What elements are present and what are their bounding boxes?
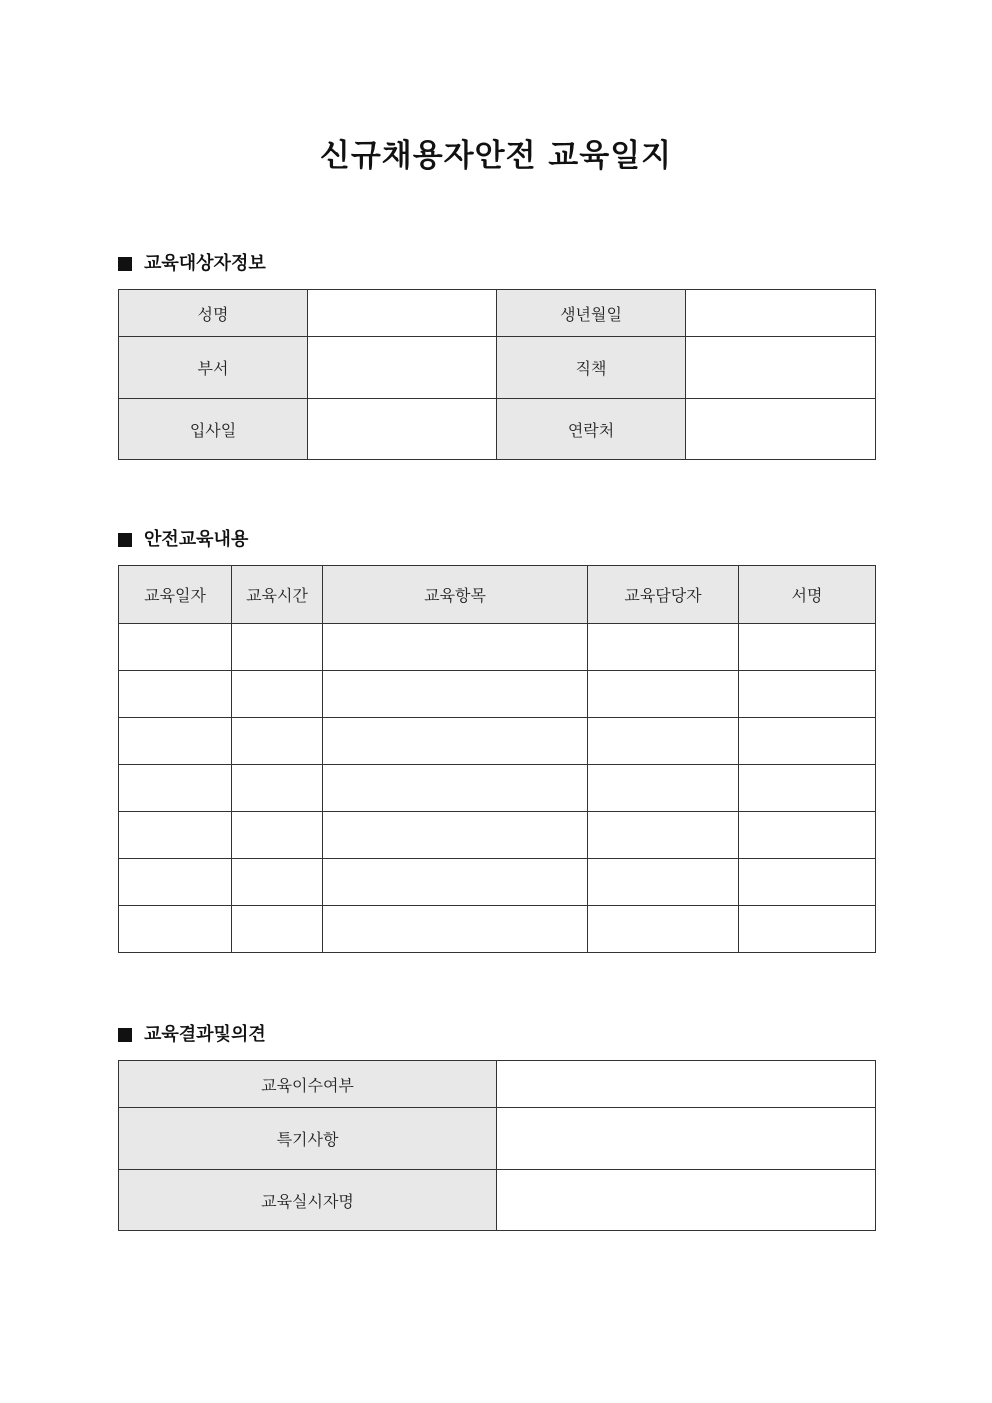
section-heading-info-label: 교육대상자정보	[144, 253, 266, 274]
result-row	[119, 1061, 876, 1108]
content-cell[interactable]	[739, 906, 876, 953]
content-cell[interactable]	[588, 671, 739, 718]
content-cell[interactable]	[739, 718, 876, 765]
content-cell[interactable]	[588, 906, 739, 953]
info-row	[119, 399, 876, 460]
section-heading-content-label: 안전교육내용	[144, 529, 249, 550]
content-cell[interactable]	[739, 812, 876, 859]
info-row	[119, 337, 876, 399]
content-cell[interactable]	[119, 718, 232, 765]
info-label-position: 직책	[497, 337, 686, 399]
content-cell[interactable]	[232, 671, 323, 718]
result-value-instructor-name[interactable]	[497, 1170, 876, 1231]
content-header-date: 교육일자	[119, 566, 232, 624]
result-label-instructor-name: 교육실시자명	[119, 1170, 497, 1231]
info-label-department: 부서	[119, 337, 308, 399]
content-row	[119, 624, 876, 671]
content-cell[interactable]	[323, 718, 588, 765]
content-cell[interactable]	[588, 812, 739, 859]
content-cell[interactable]	[232, 906, 323, 953]
info-value-department[interactable]	[308, 337, 497, 399]
info-table	[118, 289, 876, 460]
content-cell[interactable]	[323, 624, 588, 671]
content-cell[interactable]	[739, 859, 876, 906]
result-value-remarks[interactable]	[497, 1108, 876, 1170]
content-cell[interactable]	[119, 671, 232, 718]
content-cell[interactable]	[323, 906, 588, 953]
content-header-instructor: 교육담당자	[588, 566, 739, 624]
content-cell[interactable]	[232, 812, 323, 859]
content-cell[interactable]	[232, 718, 323, 765]
content-table	[118, 565, 876, 953]
content-header-row	[119, 566, 876, 624]
content-row	[119, 906, 876, 953]
content-cell[interactable]	[119, 906, 232, 953]
content-row	[119, 812, 876, 859]
info-value-name[interactable]	[308, 290, 497, 337]
content-cell[interactable]	[232, 859, 323, 906]
content-cell[interactable]	[588, 765, 739, 812]
content-cell[interactable]	[323, 812, 588, 859]
content-header-signature: 서명	[739, 566, 876, 624]
content-cell[interactable]	[323, 765, 588, 812]
result-value-completion[interactable]	[497, 1061, 876, 1108]
content-cell[interactable]	[588, 859, 739, 906]
content-header-item: 교육항목	[323, 566, 588, 624]
content-row	[119, 859, 876, 906]
content-cell[interactable]	[739, 765, 876, 812]
result-label-completion: 교육이수여부	[119, 1061, 497, 1108]
result-row	[119, 1108, 876, 1170]
info-value-join-date[interactable]	[308, 399, 497, 460]
result-row	[119, 1170, 876, 1231]
content-cell[interactable]	[323, 859, 588, 906]
content-cell[interactable]	[119, 859, 232, 906]
info-value-contact[interactable]	[686, 399, 876, 460]
content-cell[interactable]	[588, 718, 739, 765]
content-row	[119, 718, 876, 765]
black-square-icon	[118, 1028, 132, 1042]
info-label-birthdate: 생년월일	[497, 290, 686, 337]
section-heading-content	[118, 528, 248, 552]
info-label-contact: 연락처	[497, 399, 686, 460]
content-cell[interactable]	[119, 624, 232, 671]
info-row	[119, 290, 876, 337]
black-square-icon	[118, 257, 132, 271]
content-cell[interactable]	[588, 624, 739, 671]
black-square-icon	[118, 533, 132, 547]
info-value-birthdate[interactable]	[686, 290, 876, 337]
result-label-remarks: 특기사항	[119, 1108, 497, 1170]
page-title: 신규채용자안전 교육일지	[319, 138, 673, 174]
info-value-position[interactable]	[686, 337, 876, 399]
result-table	[118, 1060, 876, 1231]
content-cell[interactable]	[119, 812, 232, 859]
content-cell[interactable]	[739, 624, 876, 671]
section-heading-result	[118, 1023, 266, 1047]
info-label-name: 성명	[119, 290, 308, 337]
content-cell[interactable]	[739, 671, 876, 718]
content-header-time: 교육시간	[232, 566, 323, 624]
content-row	[119, 765, 876, 812]
content-cell[interactable]	[232, 624, 323, 671]
content-body	[119, 624, 876, 953]
content-cell[interactable]	[232, 765, 323, 812]
info-label-join-date: 입사일	[119, 399, 308, 460]
content-row	[119, 671, 876, 718]
section-heading-info	[118, 252, 266, 276]
content-cell[interactable]	[323, 671, 588, 718]
content-cell[interactable]	[119, 765, 232, 812]
section-heading-result-label: 교육결과및의견	[144, 1024, 266, 1045]
